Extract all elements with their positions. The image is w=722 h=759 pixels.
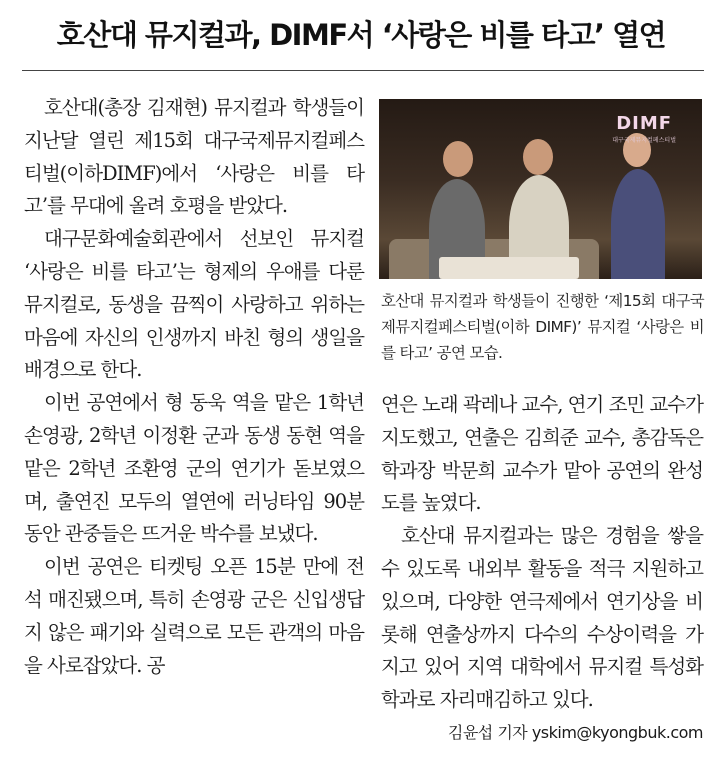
headline: 호산대 뮤지컬과, DIMF서 ‘사랑은 비를 타고’ 열연: [56, 17, 666, 52]
article-paragraph: 대구문화예술회관에서 선보인 뮤지컬 ‘사랑은 비를 타고’는 형제의 우애를 다룬 뮤지컬로, 동생을 끔찍이 사랑하고 위하는 마음에 자신의 인생까지 바친 형의 생일을 배경으로 한다.: [24, 227, 364, 382]
dimf-logo: [612, 113, 676, 144]
photo-caption: 호산대 뮤지컬과 학생들이 진행한 ‘제15회 대구국제뮤지컬페스티벌(이하 DIMF)’ 뮤지컬 ‘사랑은 비를 타고’ 공연 모습.: [381, 292, 704, 362]
article-column-left: [24, 92, 364, 682]
article-paragraph-text: 호산대 뮤지컬과는 많은 경험을 쌓을 수 있도록 내외부 활동을 적극 지원하고 있으며, 다양한 연극제에서 연기상을 비롯해 연출상까지 다수의 수상이력을 가지고 있어 지역 대학에서 뮤지컬 특성화학과로 자리매김하고 있다.: [381, 524, 703, 712]
article-paragraph: 이번 공연은 티켓팅 오픈 15분 만에 전석 매진됐으며, 특히 손영광 군은 신입생답지 않은 패기와 실력으로 모든 관객의 마음을 사로잡았다. 공: [24, 555, 364, 677]
performer-3: [611, 169, 665, 279]
byline: 김윤섭 기자 yskim@kyongbuk.com: [447, 722, 703, 742]
performance-photo: [379, 99, 702, 279]
performer-1-head: [443, 141, 473, 177]
stage-table: [439, 257, 579, 279]
article-paragraph: 연은 노래 곽레나 교수, 연기 조민 교수가 지도했고, 연출은 김희준 교수, 총감독은 학과장 박문희 교수가 맡아 공연의 완성도를 높였다.: [381, 393, 703, 515]
logo-subtext: 대구국제뮤지컬페스티벌: [612, 137, 676, 144]
headline-divider: [22, 70, 704, 71]
article-column-right: [381, 389, 703, 750]
article-paragraph: 호산대(총장 김재현) 뮤지컬과 학생들이 지난달 열린 제15회 대구국제뮤지컬페스티벌(이하DIMF)에서 ‘사랑은 비를 타고’를 무대에 올려 호평을 받았다.: [24, 96, 364, 218]
article-paragraph: [381, 520, 703, 742]
performer-2-head: [523, 139, 553, 175]
logo-text: DIMF: [616, 113, 673, 134]
article-paragraph: 이번 공연에서 형 동욱 역을 맡은 1학년 손영광, 2학년 이정환 군과 동생 동현 역을 맡은 2학년 조환영 군의 연기가 돋보였으며, 출연진 모두의 열연에 러닝타임 90분 동안 관중들은 뜨거운 박수를 보냈다.: [24, 391, 364, 546]
